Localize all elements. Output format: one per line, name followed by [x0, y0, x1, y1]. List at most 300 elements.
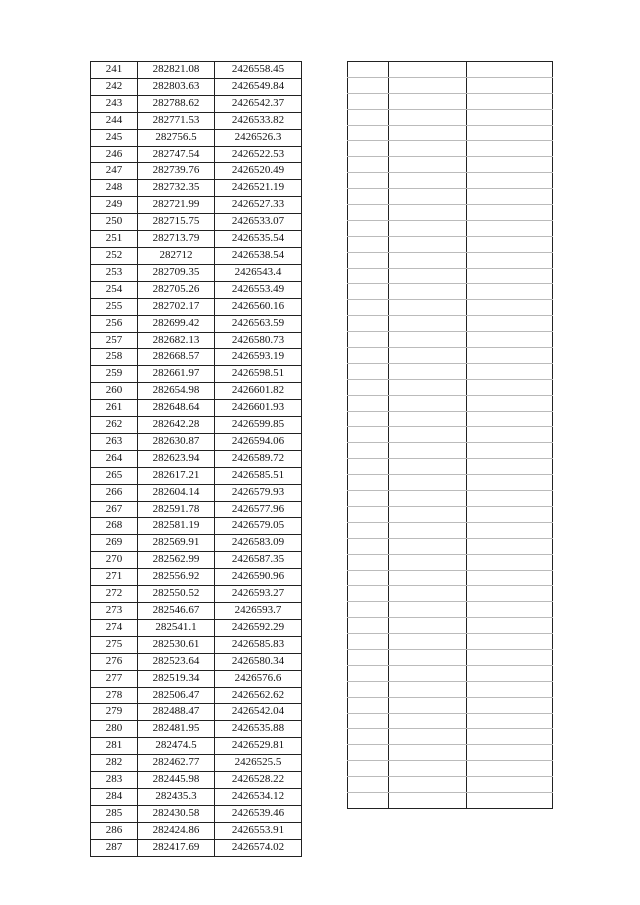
point-number-cell: 248 — [91, 180, 138, 197]
blank-cell — [348, 62, 389, 78]
table-row — [348, 284, 553, 300]
blank-cell — [389, 697, 467, 713]
table-row — [348, 205, 553, 221]
blank-cell — [348, 586, 389, 602]
blank-cell — [467, 427, 553, 443]
x-coordinate-cell: 282721.99 — [138, 197, 215, 214]
blank-cell — [348, 252, 389, 268]
x-coordinate-cell: 282481.95 — [138, 721, 215, 738]
point-number-cell: 245 — [91, 129, 138, 146]
blank-cell — [467, 379, 553, 395]
table-row — [91, 839, 302, 856]
blank-cell — [467, 777, 553, 793]
table-row — [348, 649, 553, 665]
x-coordinate-cell: 282771.53 — [138, 112, 215, 129]
x-coordinate-cell: 282556.92 — [138, 569, 215, 586]
x-coordinate-cell: 282709.35 — [138, 264, 215, 281]
y-coordinate-cell: 2426539.46 — [215, 805, 302, 822]
table-row — [91, 738, 302, 755]
blank-cell — [389, 77, 467, 93]
table-row — [91, 535, 302, 552]
table-row — [348, 665, 553, 681]
point-number-cell: 271 — [91, 569, 138, 586]
x-coordinate-cell: 282530.61 — [138, 636, 215, 653]
blank-cell — [389, 745, 467, 761]
y-coordinate-cell: 2426520.49 — [215, 163, 302, 180]
table-row — [348, 268, 553, 284]
blank-cell — [348, 141, 389, 157]
y-coordinate-cell: 2426521.19 — [215, 180, 302, 197]
blank-cell — [467, 332, 553, 348]
point-number-cell: 273 — [91, 603, 138, 620]
blank-cell — [389, 506, 467, 522]
blank-cell — [467, 189, 553, 205]
blank-cell — [467, 745, 553, 761]
x-coordinate-cell: 282581.19 — [138, 518, 215, 535]
blank-cell — [389, 109, 467, 125]
blank-cell — [389, 475, 467, 491]
table-row — [348, 459, 553, 475]
table-row — [91, 112, 302, 129]
table-row — [348, 506, 553, 522]
y-coordinate-cell: 2426576.6 — [215, 670, 302, 687]
y-coordinate-cell: 2426574.02 — [215, 839, 302, 856]
blank-cell — [348, 618, 389, 634]
x-coordinate-cell: 282424.86 — [138, 822, 215, 839]
blank-cell — [467, 618, 553, 634]
blank-cell — [348, 109, 389, 125]
blank-cell — [348, 379, 389, 395]
table-row — [91, 366, 302, 383]
blank-cell — [348, 173, 389, 189]
y-coordinate-cell: 2426534.12 — [215, 788, 302, 805]
y-coordinate-cell: 2426589.72 — [215, 450, 302, 467]
point-number-cell: 257 — [91, 332, 138, 349]
y-coordinate-cell: 2426528.22 — [215, 772, 302, 789]
blank-cell — [467, 443, 553, 459]
blank-cell — [348, 268, 389, 284]
table-row — [91, 264, 302, 281]
table-row — [348, 252, 553, 268]
blank-cell — [467, 459, 553, 475]
blank-cell — [348, 697, 389, 713]
x-coordinate-cell: 282668.57 — [138, 349, 215, 366]
blank-cell — [467, 157, 553, 173]
point-number-cell: 276 — [91, 653, 138, 670]
blank-cell — [467, 649, 553, 665]
table-row — [348, 634, 553, 650]
point-number-cell: 249 — [91, 197, 138, 214]
x-coordinate-cell: 282630.87 — [138, 433, 215, 450]
blank-cell — [348, 411, 389, 427]
table-row — [91, 180, 302, 197]
blank-cell — [389, 141, 467, 157]
y-coordinate-cell: 2426577.96 — [215, 501, 302, 518]
x-coordinate-cell: 282788.62 — [138, 95, 215, 112]
blank-cell — [467, 538, 553, 554]
blank-cell — [348, 93, 389, 109]
table-row — [348, 173, 553, 189]
table-row — [91, 687, 302, 704]
blank-cell — [389, 538, 467, 554]
table-row — [348, 141, 553, 157]
table-row — [348, 236, 553, 252]
blank-cell — [467, 522, 553, 538]
blank-cell — [467, 602, 553, 618]
x-coordinate-cell: 282702.17 — [138, 298, 215, 315]
table-row — [91, 298, 302, 315]
blank-cell — [389, 602, 467, 618]
x-coordinate-cell: 282756.5 — [138, 129, 215, 146]
blank-cell — [467, 554, 553, 570]
x-coordinate-cell: 282712 — [138, 247, 215, 264]
point-number-cell: 263 — [91, 433, 138, 450]
y-coordinate-cell: 2426525.5 — [215, 755, 302, 772]
y-coordinate-cell: 2426579.93 — [215, 484, 302, 501]
point-number-cell: 287 — [91, 839, 138, 856]
table-row — [348, 681, 553, 697]
blank-cell — [389, 491, 467, 507]
blank-cell — [389, 125, 467, 141]
blank-cell — [389, 316, 467, 332]
point-number-cell: 284 — [91, 788, 138, 805]
point-number-cell: 251 — [91, 231, 138, 248]
blank-cell — [348, 491, 389, 507]
y-coordinate-cell: 2426580.34 — [215, 653, 302, 670]
table-row — [348, 777, 553, 793]
y-coordinate-cell: 2426529.81 — [215, 738, 302, 755]
table-row — [348, 475, 553, 491]
table-row — [348, 157, 553, 173]
table-row — [91, 670, 302, 687]
blank-cell — [467, 729, 553, 745]
table-row — [91, 772, 302, 789]
point-number-cell: 252 — [91, 247, 138, 264]
y-coordinate-cell: 2426593.27 — [215, 586, 302, 603]
table-row — [91, 281, 302, 298]
x-coordinate-cell: 282661.97 — [138, 366, 215, 383]
x-coordinate-cell: 282506.47 — [138, 687, 215, 704]
blank-cell — [348, 300, 389, 316]
table-row — [348, 316, 553, 332]
table-row — [91, 788, 302, 805]
y-coordinate-cell: 2426542.04 — [215, 704, 302, 721]
blank-cell — [348, 125, 389, 141]
blank-cell — [348, 570, 389, 586]
table-row — [348, 602, 553, 618]
blank-cell — [348, 475, 389, 491]
y-coordinate-cell: 2426580.73 — [215, 332, 302, 349]
blank-cell — [389, 348, 467, 364]
blank-cell — [467, 125, 553, 141]
table-row — [91, 755, 302, 772]
table-row — [91, 315, 302, 332]
table-row — [348, 697, 553, 713]
blank-cell — [348, 792, 389, 808]
blank-cell — [389, 395, 467, 411]
table-row — [91, 163, 302, 180]
blank-cell — [467, 681, 553, 697]
point-number-cell: 269 — [91, 535, 138, 552]
table-row — [348, 379, 553, 395]
table-row — [91, 231, 302, 248]
point-number-cell: 279 — [91, 704, 138, 721]
x-coordinate-cell: 282617.21 — [138, 467, 215, 484]
blank-cell — [389, 157, 467, 173]
y-coordinate-cell: 2426560.16 — [215, 298, 302, 315]
x-coordinate-cell: 282550.52 — [138, 586, 215, 603]
table-row — [348, 220, 553, 236]
table-row — [91, 62, 302, 79]
blank-cell — [389, 93, 467, 109]
x-coordinate-cell: 282445.98 — [138, 772, 215, 789]
point-number-cell: 285 — [91, 805, 138, 822]
blank-cell — [348, 189, 389, 205]
table-row — [348, 522, 553, 538]
point-number-cell: 286 — [91, 822, 138, 839]
table-row — [348, 77, 553, 93]
blank-cell — [467, 475, 553, 491]
y-coordinate-cell: 2426590.96 — [215, 569, 302, 586]
blank-cell — [467, 713, 553, 729]
table-row — [91, 484, 302, 501]
blank-cell — [467, 411, 553, 427]
point-number-cell: 247 — [91, 163, 138, 180]
table-row — [348, 538, 553, 554]
table-row — [348, 109, 553, 125]
blank-cell — [348, 522, 389, 538]
blank-cell — [348, 443, 389, 459]
y-coordinate-cell: 2426533.82 — [215, 112, 302, 129]
blank-cell — [348, 602, 389, 618]
blank-cell — [389, 62, 467, 78]
point-number-cell: 250 — [91, 214, 138, 231]
blank-cell — [467, 220, 553, 236]
table-row — [91, 400, 302, 417]
y-coordinate-cell: 2426563.59 — [215, 315, 302, 332]
blank-cell — [467, 491, 553, 507]
y-coordinate-cell: 2426538.54 — [215, 247, 302, 264]
blank-cell — [389, 681, 467, 697]
table-row — [91, 433, 302, 450]
y-coordinate-cell: 2426533.07 — [215, 214, 302, 231]
table-row — [91, 518, 302, 535]
x-coordinate-cell: 282739.76 — [138, 163, 215, 180]
table-row — [91, 214, 302, 231]
x-coordinate-cell: 282821.08 — [138, 62, 215, 79]
blank-cell — [348, 761, 389, 777]
table-row — [91, 450, 302, 467]
blank-cell — [389, 443, 467, 459]
blank-cell — [389, 777, 467, 793]
blank-cell — [467, 570, 553, 586]
blank-cell — [467, 634, 553, 650]
point-number-cell: 258 — [91, 349, 138, 366]
table-row — [91, 129, 302, 146]
blank-cell — [467, 506, 553, 522]
table-row — [348, 745, 553, 761]
y-coordinate-cell: 2426535.54 — [215, 231, 302, 248]
table-row — [91, 501, 302, 518]
table-row — [91, 721, 302, 738]
x-coordinate-cell: 282682.13 — [138, 332, 215, 349]
blank-cell — [348, 745, 389, 761]
table-row — [348, 491, 553, 507]
blank-cell — [467, 252, 553, 268]
table-row — [91, 78, 302, 95]
x-coordinate-cell: 282699.42 — [138, 315, 215, 332]
y-coordinate-cell: 2426587.35 — [215, 552, 302, 569]
table-row — [91, 603, 302, 620]
blank-cell — [348, 205, 389, 221]
table-row — [91, 805, 302, 822]
blank-table-body — [348, 62, 553, 809]
blank-cell — [348, 236, 389, 252]
blank-cell — [348, 506, 389, 522]
y-coordinate-cell: 2426542.37 — [215, 95, 302, 112]
table-row — [348, 62, 553, 78]
y-coordinate-cell: 2426553.91 — [215, 822, 302, 839]
x-coordinate-cell: 282541.1 — [138, 619, 215, 636]
blank-cell — [467, 77, 553, 93]
point-number-cell: 275 — [91, 636, 138, 653]
point-number-cell: 241 — [91, 62, 138, 79]
point-number-cell: 254 — [91, 281, 138, 298]
table-row — [348, 427, 553, 443]
x-coordinate-cell: 282715.75 — [138, 214, 215, 231]
table-row — [91, 197, 302, 214]
point-number-cell: 260 — [91, 383, 138, 400]
y-coordinate-cell: 2426583.09 — [215, 535, 302, 552]
blank-cell — [348, 77, 389, 93]
blank-cell — [467, 395, 553, 411]
blank-cell — [467, 665, 553, 681]
table-row — [91, 822, 302, 839]
blank-cell — [467, 268, 553, 284]
point-number-cell: 282 — [91, 755, 138, 772]
blank-cell — [348, 665, 389, 681]
table-row — [348, 189, 553, 205]
x-coordinate-cell: 282417.69 — [138, 839, 215, 856]
y-coordinate-cell: 2426593.7 — [215, 603, 302, 620]
blank-cell — [389, 665, 467, 681]
point-number-cell: 253 — [91, 264, 138, 281]
point-number-cell: 261 — [91, 400, 138, 417]
y-coordinate-cell: 2426579.05 — [215, 518, 302, 535]
point-number-cell: 262 — [91, 417, 138, 434]
table-row — [348, 570, 553, 586]
coordinates-table-body — [91, 62, 302, 857]
blank-cell — [467, 109, 553, 125]
point-number-cell: 243 — [91, 95, 138, 112]
x-coordinate-cell: 282591.78 — [138, 501, 215, 518]
blank-cell — [389, 220, 467, 236]
table-row — [91, 586, 302, 603]
blank-cell — [389, 649, 467, 665]
x-coordinate-cell: 282488.47 — [138, 704, 215, 721]
x-coordinate-cell: 282430.58 — [138, 805, 215, 822]
point-number-cell: 274 — [91, 619, 138, 636]
point-number-cell: 259 — [91, 366, 138, 383]
blank-cell — [389, 729, 467, 745]
table-row — [91, 247, 302, 264]
x-coordinate-cell: 282604.14 — [138, 484, 215, 501]
blank-cell — [389, 618, 467, 634]
blank-cell — [348, 713, 389, 729]
table-row — [348, 554, 553, 570]
point-number-cell: 256 — [91, 315, 138, 332]
y-coordinate-cell: 2426585.83 — [215, 636, 302, 653]
table-row — [348, 125, 553, 141]
blank-cell — [467, 141, 553, 157]
blank-cell — [467, 173, 553, 189]
point-number-cell: 242 — [91, 78, 138, 95]
point-number-cell: 272 — [91, 586, 138, 603]
table-row — [348, 586, 553, 602]
y-coordinate-cell: 2426535.88 — [215, 721, 302, 738]
x-coordinate-cell: 282623.94 — [138, 450, 215, 467]
y-coordinate-cell: 2426543.4 — [215, 264, 302, 281]
table-row — [91, 383, 302, 400]
point-number-cell: 255 — [91, 298, 138, 315]
x-coordinate-cell: 282462.77 — [138, 755, 215, 772]
table-row — [348, 300, 553, 316]
y-coordinate-cell: 2426585.51 — [215, 467, 302, 484]
x-coordinate-cell: 282642.28 — [138, 417, 215, 434]
x-coordinate-cell: 282569.91 — [138, 535, 215, 552]
point-number-cell: 266 — [91, 484, 138, 501]
table-row — [91, 467, 302, 484]
blank-cell — [389, 427, 467, 443]
x-coordinate-cell: 282705.26 — [138, 281, 215, 298]
table-row — [348, 93, 553, 109]
blank-cell — [389, 268, 467, 284]
blank-cell — [389, 236, 467, 252]
table-row — [91, 704, 302, 721]
blank-cell — [348, 729, 389, 745]
blank-cell — [389, 252, 467, 268]
x-coordinate-cell: 282654.98 — [138, 383, 215, 400]
x-coordinate-cell: 282648.64 — [138, 400, 215, 417]
table-row — [91, 653, 302, 670]
blank-cell — [389, 411, 467, 427]
y-coordinate-cell: 2426598.51 — [215, 366, 302, 383]
blank-cell — [389, 713, 467, 729]
y-coordinate-cell: 2426599.85 — [215, 417, 302, 434]
table-row — [348, 792, 553, 808]
table-row — [91, 552, 302, 569]
x-coordinate-cell: 282435.3 — [138, 788, 215, 805]
blank-cell — [389, 792, 467, 808]
blank-cell — [389, 379, 467, 395]
y-coordinate-cell: 2426526.3 — [215, 129, 302, 146]
blank-cell — [389, 761, 467, 777]
table-row — [91, 619, 302, 636]
blank-cell — [467, 363, 553, 379]
blank-cell — [389, 586, 467, 602]
table-row — [91, 636, 302, 653]
table-row — [348, 395, 553, 411]
x-coordinate-cell: 282713.79 — [138, 231, 215, 248]
blank-cell — [348, 284, 389, 300]
table-row — [348, 618, 553, 634]
blank-cell — [389, 570, 467, 586]
table-row — [348, 363, 553, 379]
x-coordinate-cell: 282519.34 — [138, 670, 215, 687]
blank-cell — [348, 220, 389, 236]
blank-cell — [389, 363, 467, 379]
point-number-cell: 268 — [91, 518, 138, 535]
